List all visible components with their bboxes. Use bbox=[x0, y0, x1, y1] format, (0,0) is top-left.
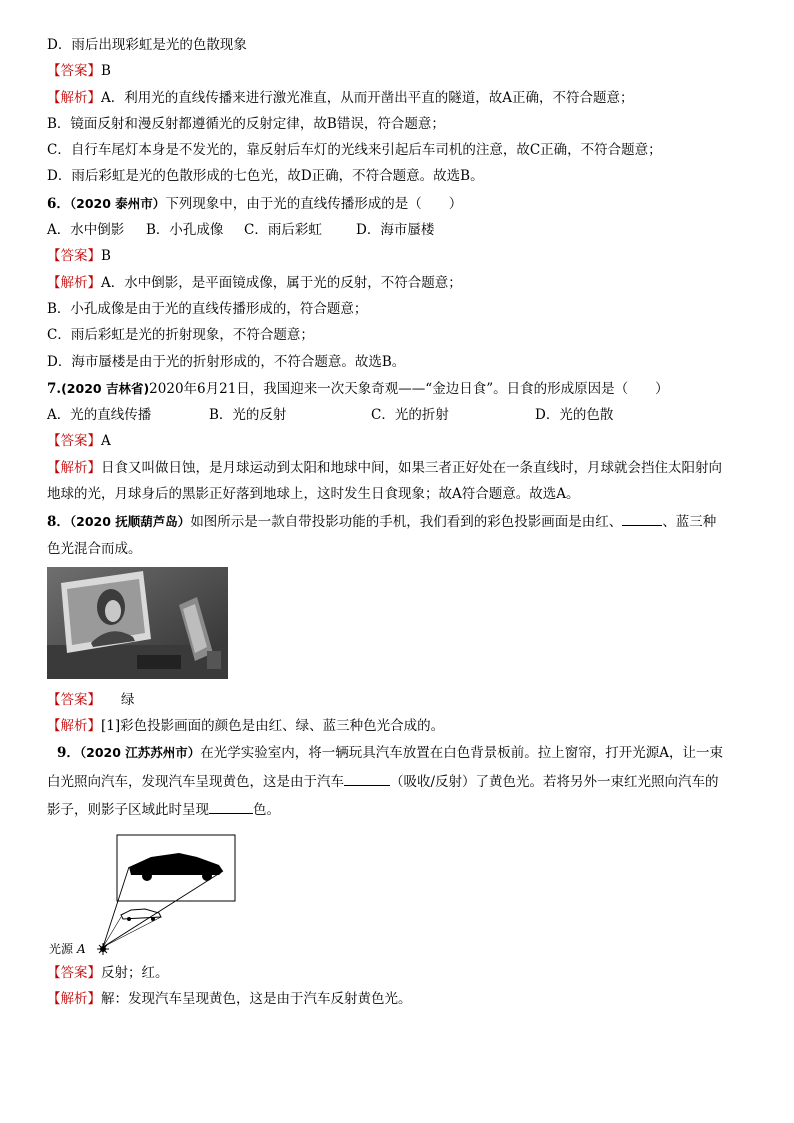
light-source-letter: A bbox=[77, 942, 86, 957]
q7-answer: 【答案】A bbox=[47, 433, 111, 450]
light-source-label: 光源 bbox=[49, 942, 74, 957]
option-d-line: D．雨后出现彩虹是光的色散现象 bbox=[47, 37, 247, 53]
q7-analysis-1: 【解析】日食又叫做日蚀，是月球运动到太阳和地球中间，如果三者正好处在一条直线时，月球就会挡住太阳射向 bbox=[47, 459, 722, 476]
q9-stem-1: 9．（2020 江苏苏州市）在光学实验室内，将一辆玩具汽车放置在白色背景板前。拉上窗帘，打开光源A，让一束 bbox=[57, 745, 724, 762]
q5-analysis-d: D．雨后彩虹是光的色散形成的七色光，故D正确，不符合题意。故选B。 bbox=[47, 168, 484, 185]
q6-analysis-c: C．雨后彩虹是光的折射现象，不符合题意； bbox=[47, 327, 314, 344]
q8-stem-line2: 色光混合而成。 bbox=[47, 540, 142, 557]
analysis-tag: 【解析】 bbox=[47, 89, 101, 106]
q5-analysis-a: 【解析】A．利用光的直线传播来进行激光准直，从而开凿出平直的隧道，故A正确，不符合题意； bbox=[47, 89, 634, 106]
q6-analysis-a: 【解析】A．水中倒影，是平面镜成像，属于光的反射，不符合题意； bbox=[47, 274, 462, 291]
q6-options bbox=[47, 221, 759, 240]
q8-source: （2020 抚顺葫芦岛） bbox=[69, 514, 191, 530]
q9-analysis: 【解析】解：发现汽车呈现黄色，这是由于汽车反射黄色光。 bbox=[47, 991, 412, 1008]
q6-source: （2020 泰州市） bbox=[69, 195, 166, 211]
q6-answer: 【答案】B bbox=[47, 248, 111, 265]
q7-option-b: B．光的反射 bbox=[209, 407, 287, 424]
q8-blank[interactable] bbox=[622, 511, 662, 526]
q7-option-c: C．光的折射 bbox=[371, 407, 449, 424]
q9-stem-2: 白光照向汽车，发现汽车呈现黄色，这是由于汽车 （吸收/反射）了黄色光。若将另外一束红光照向汽车的 bbox=[47, 771, 759, 792]
q9-blank-2[interactable] bbox=[209, 799, 253, 814]
q5-answer-value: B bbox=[101, 63, 111, 80]
answer-tag: 【答案】 bbox=[47, 63, 101, 80]
q6-analysis-b: B．小孔成像是由于光的直线传播形成的，符合题意； bbox=[47, 300, 368, 317]
q5-analysis-b: B．镜面反射和漫反射都遵循光的反射定律，故B错误，符合题意； bbox=[47, 115, 445, 132]
q9-answer: 【答案】反射；红。 bbox=[47, 965, 169, 982]
document-page bbox=[47, 36, 759, 1017]
q8-stem: 8．（2020 抚顺葫芦岛）如图所示是一款自带投影功能的手机，我们看到的彩色投影画面是由红、 、蓝三种 bbox=[47, 511, 759, 532]
q8-answer: 【答案】 绿 bbox=[47, 691, 135, 708]
q9-source: （2020 江苏苏州市） bbox=[79, 745, 201, 761]
q8-analysis: 【解析】[1]彩色投影画面的颜色是由红、绿、蓝三种色光合成的。 bbox=[47, 717, 445, 734]
q6-analysis-d: D．海市蜃楼是由于光的折射形成的，不符合题意。故选B。 bbox=[47, 353, 406, 370]
q9-blank-1[interactable] bbox=[344, 771, 390, 786]
q7-options bbox=[47, 406, 759, 425]
q5-answer bbox=[47, 62, 759, 81]
q5-analysis-c: C．自行车尾灯本身是不发光的，靠反射后车灯的光线来引起后车司机的注意，故C正确，不符合题意； bbox=[47, 142, 662, 159]
q7-stem: 7.(2020 吉林省)2020年6月21日，我国迎来一次天象奇观——“金边日食”。日食的形成原因是（ ） bbox=[47, 380, 669, 397]
q7-analysis-2: 地球的光，月球身后的黑影正好落到地球上，这时发生日食现象；故A符合题意。故选A。 bbox=[47, 486, 580, 503]
q9-stem-3: 影子，则影子区域此时呈现 色。 bbox=[47, 799, 759, 820]
q7-option-d: D．光的色散 bbox=[535, 407, 614, 424]
q7-option-a: A．光的直线传播 bbox=[47, 407, 152, 424]
q6-stem: 6．（2020 泰州市）下列现象中，由于光的直线传播形成的是（ ） bbox=[47, 195, 463, 212]
q6-option-a: A．水中倒影 bbox=[47, 222, 125, 239]
projector-phone-photo bbox=[47, 567, 228, 679]
q6-option-b: B．小孔成像 bbox=[146, 222, 224, 239]
q6-option-d: D．海市蜃楼 bbox=[356, 222, 435, 239]
car-light-diagram bbox=[47, 827, 247, 962]
q6-option-c: C．雨后彩虹 bbox=[244, 222, 322, 239]
q7-source: (2020 吉林省) bbox=[61, 380, 150, 396]
